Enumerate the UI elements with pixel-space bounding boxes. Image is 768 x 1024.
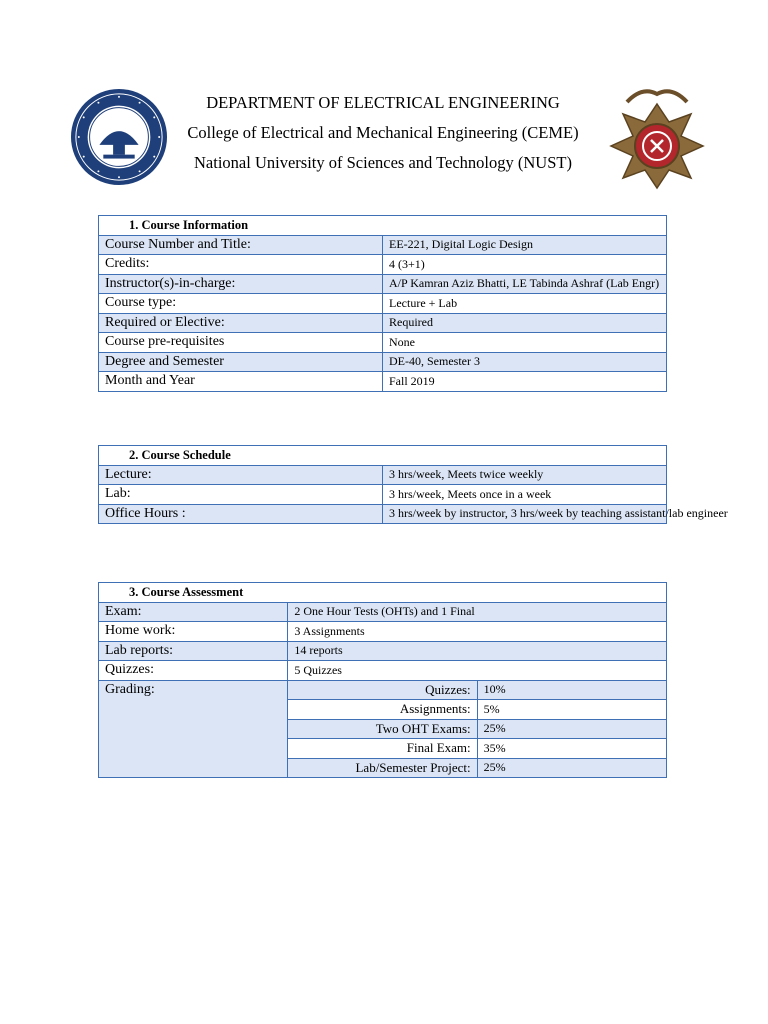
row-value: 14 reports [288, 641, 667, 661]
row-label: Office Hours : [99, 504, 383, 524]
row-value: 3 Assignments [288, 622, 667, 642]
table-row [99, 622, 667, 642]
grading-weight: 35% [477, 739, 666, 759]
row-value: 3 hrs/week, Meets twice weekly [383, 465, 667, 485]
row-label: Home work: [99, 622, 288, 642]
table-row [99, 465, 667, 485]
row-value: 2 One Hour Tests (OHTs) and 1 Final [288, 602, 667, 622]
row-label: Quizzes: [99, 661, 288, 681]
grading-item: Final Exam: [288, 739, 477, 759]
section-title: 1. Course Information [99, 216, 667, 236]
table-row [99, 602, 667, 622]
course-schedule-table [98, 445, 728, 524]
grading-weight: 10% [477, 680, 666, 700]
department-name: DEPARTMENT OF ELECTRICAL ENGINEERING [206, 93, 560, 112]
grading-item: Two OHT Exams: [288, 719, 477, 739]
grading-weight: 5% [477, 700, 666, 720]
table-row [99, 294, 667, 314]
course-assessment-table [98, 582, 667, 778]
row-value: 4 (3+1) [383, 255, 667, 275]
row-label: Course pre-requisites [99, 333, 383, 353]
row-label: Instructor(s)-in-charge: [99, 274, 383, 294]
document-header [0, 0, 768, 200]
row-value: EE-221, Digital Logic Design [383, 235, 667, 255]
row-value: DE-40, Semester 3 [383, 352, 667, 372]
row-label: Course Number and Title: [99, 235, 383, 255]
row-label: Lab reports: [99, 641, 288, 661]
grading-weight: 25% [477, 758, 666, 778]
section-title: 2. Course Schedule [99, 446, 667, 466]
college-name: College of Electrical and Mechanical Engineering (CEME) [187, 123, 579, 142]
row-value: Required [383, 313, 667, 333]
course-information-table [98, 215, 667, 392]
grading-label: Grading: [99, 680, 288, 778]
table-row [99, 313, 667, 333]
row-label: Degree and Semester [99, 352, 383, 372]
ceme-crest-icon [607, 80, 707, 192]
row-label: Lab: [99, 485, 383, 505]
row-value: 3 hrs/week, Meets once in a week [383, 485, 667, 505]
row-label: Course type: [99, 294, 383, 314]
grading-item: Lab/Semester Project: [288, 758, 477, 778]
grading-item: Assignments: [288, 700, 477, 720]
table-row [99, 352, 667, 372]
table-row [99, 661, 667, 681]
table-row [99, 333, 667, 353]
table-row [99, 235, 667, 255]
nust-seal-icon [70, 88, 168, 186]
row-value: None [383, 333, 667, 353]
table-row [99, 485, 667, 505]
grading-item: Quizzes: [288, 680, 477, 700]
table-row [99, 372, 667, 392]
row-label: Month and Year [99, 372, 383, 392]
table-row [99, 274, 667, 294]
table-row [99, 641, 667, 661]
table-row [99, 504, 667, 524]
section-title: 3. Course Assessment [99, 583, 667, 603]
table-row [99, 255, 667, 275]
row-value: A/P Kamran Aziz Bhatti, LE Tabinda Ashraf (Lab Engr) [383, 274, 667, 294]
grading-weight: 25% [477, 719, 666, 739]
grading-row [99, 680, 667, 700]
row-value: 5 Quizzes [288, 661, 667, 681]
row-label: Exam: [99, 602, 288, 622]
header-text [168, 88, 598, 178]
row-value: Lecture + Lab [383, 294, 667, 314]
row-value: Fall 2019 [383, 372, 667, 392]
row-label: Required or Elective: [99, 313, 383, 333]
row-label: Credits: [99, 255, 383, 275]
university-name: National University of Sciences and Technology (NUST) [194, 153, 572, 172]
row-label: Lecture: [99, 465, 383, 485]
row-value: 3 hrs/week by instructor, 3 hrs/week by teaching assistant/lab engineer [383, 504, 667, 524]
